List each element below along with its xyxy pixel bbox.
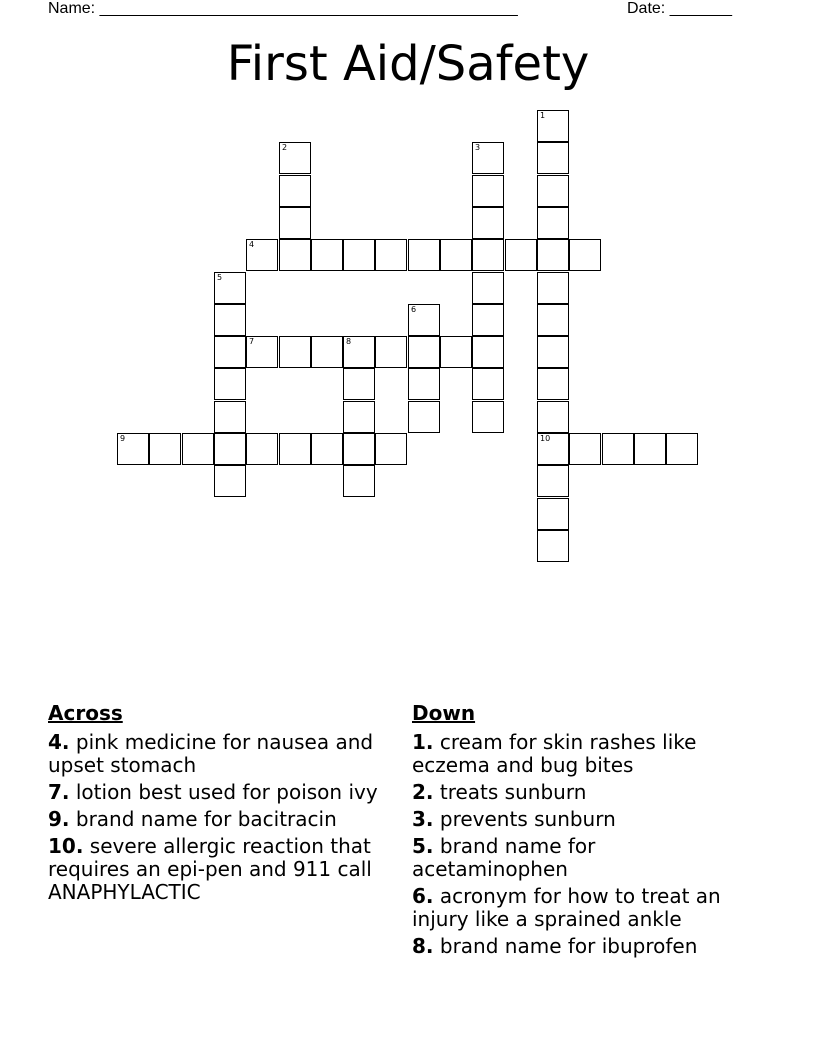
grid-cell[interactable] bbox=[343, 401, 375, 433]
grid-cell[interactable] bbox=[537, 207, 569, 239]
grid-cell[interactable] bbox=[472, 272, 504, 304]
grid-cell[interactable] bbox=[343, 465, 375, 497]
grid-cell[interactable] bbox=[440, 239, 472, 271]
cell-number: 1 bbox=[540, 111, 546, 120]
grid-cell[interactable] bbox=[279, 433, 311, 465]
grid-cell[interactable] bbox=[472, 142, 504, 174]
page-title: First Aid/Safety bbox=[226, 36, 590, 92]
grid-cell[interactable] bbox=[408, 336, 440, 368]
clue-text: acronym for how to treat an injury like a sprained ankle bbox=[412, 884, 721, 931]
grid-cell[interactable] bbox=[311, 433, 343, 465]
cell-number: 8 bbox=[346, 337, 352, 346]
grid-cell[interactable] bbox=[311, 239, 343, 271]
grid-cell[interactable] bbox=[149, 433, 181, 465]
across-clue bbox=[48, 731, 393, 777]
grid-cell[interactable] bbox=[279, 142, 311, 174]
cell-number: 7 bbox=[249, 337, 255, 346]
grid-cell[interactable] bbox=[537, 304, 569, 336]
grid-cell[interactable] bbox=[214, 272, 246, 304]
grid-cell[interactable] bbox=[246, 433, 278, 465]
down-clue bbox=[412, 835, 757, 881]
grid-cell[interactable] bbox=[343, 336, 375, 368]
clue-text: brand name for acetaminophen bbox=[412, 834, 596, 881]
grid-cell[interactable] bbox=[472, 239, 504, 271]
clue-text: lotion best used for poison ivy bbox=[75, 780, 378, 804]
across-clues bbox=[48, 702, 393, 908]
grid-cell[interactable] bbox=[537, 433, 569, 465]
grid-cell[interactable] bbox=[408, 401, 440, 433]
down-clue bbox=[412, 935, 757, 958]
across-clue bbox=[48, 781, 393, 804]
grid-cell[interactable] bbox=[505, 239, 537, 271]
grid-cell[interactable] bbox=[569, 239, 601, 271]
grid-cell[interactable] bbox=[537, 142, 569, 174]
grid-cell[interactable] bbox=[182, 433, 214, 465]
grid-cell[interactable] bbox=[666, 433, 698, 465]
clue-number: 9. bbox=[48, 807, 70, 831]
grid-cell[interactable] bbox=[472, 207, 504, 239]
down-clue bbox=[412, 781, 757, 804]
down-heading: Down bbox=[412, 701, 476, 725]
across-clue bbox=[48, 808, 393, 831]
grid-cell[interactable] bbox=[537, 368, 569, 400]
grid-cell[interactable] bbox=[246, 336, 278, 368]
grid-cell[interactable] bbox=[279, 239, 311, 271]
clue-number: 3. bbox=[412, 807, 434, 831]
grid-cell[interactable] bbox=[279, 207, 311, 239]
grid-cell[interactable] bbox=[214, 336, 246, 368]
grid-cell[interactable] bbox=[311, 336, 343, 368]
clue-text: brand name for bacitracin bbox=[75, 807, 337, 831]
grid-cell[interactable] bbox=[537, 465, 569, 497]
clue-number: 5. bbox=[412, 834, 434, 858]
grid-cell[interactable] bbox=[246, 239, 278, 271]
clue-text: pink medicine for nausea and upset stomach bbox=[48, 730, 374, 777]
grid-cell[interactable] bbox=[214, 401, 246, 433]
grid-cell[interactable] bbox=[634, 433, 666, 465]
grid-cell[interactable] bbox=[214, 433, 246, 465]
cell-number: 6 bbox=[411, 305, 417, 314]
down-clue bbox=[412, 885, 757, 931]
grid-cell[interactable] bbox=[408, 239, 440, 271]
clue-number: 4. bbox=[48, 730, 70, 754]
grid-cell[interactable] bbox=[408, 304, 440, 336]
grid-cell[interactable] bbox=[537, 110, 569, 142]
grid-cell[interactable] bbox=[472, 336, 504, 368]
grid-cell[interactable] bbox=[537, 239, 569, 271]
grid-cell[interactable] bbox=[602, 433, 634, 465]
clue-number: 2. bbox=[412, 780, 434, 804]
grid-cell[interactable] bbox=[343, 433, 375, 465]
grid-cell[interactable] bbox=[375, 239, 407, 271]
grid-cell[interactable] bbox=[569, 433, 601, 465]
cell-number: 4 bbox=[249, 240, 255, 249]
grid-cell[interactable] bbox=[537, 530, 569, 562]
down-clue bbox=[412, 731, 757, 777]
grid-cell[interactable] bbox=[472, 401, 504, 433]
clue-number: 7. bbox=[48, 780, 70, 804]
clue-number: 6. bbox=[412, 884, 434, 908]
grid-cell[interactable] bbox=[472, 304, 504, 336]
grid-cell[interactable] bbox=[375, 336, 407, 368]
clue-number: 1. bbox=[412, 730, 434, 754]
cell-number: 2 bbox=[282, 143, 288, 152]
clue-text: severe allergic reaction that requires an epi-pen and 911 call ANAPHYLACTIC bbox=[48, 834, 372, 904]
grid-cell[interactable] bbox=[537, 272, 569, 304]
clue-text: treats sunburn bbox=[439, 780, 587, 804]
grid-cell[interactable] bbox=[279, 336, 311, 368]
grid-cell[interactable] bbox=[537, 336, 569, 368]
across-heading: Across bbox=[48, 701, 123, 725]
grid-cell[interactable] bbox=[279, 175, 311, 207]
down-clues bbox=[412, 702, 757, 962]
clue-text: brand name for ibuprofen bbox=[439, 934, 698, 958]
grid-cell[interactable] bbox=[343, 239, 375, 271]
across-clue bbox=[48, 835, 393, 904]
grid-cell[interactable] bbox=[214, 465, 246, 497]
grid-cell[interactable] bbox=[440, 336, 472, 368]
grid-cell[interactable] bbox=[537, 401, 569, 433]
grid-cell[interactable] bbox=[343, 368, 375, 400]
clue-number: 10. bbox=[48, 834, 84, 858]
clue-text: prevents sunburn bbox=[439, 807, 616, 831]
grid-cell[interactable] bbox=[472, 368, 504, 400]
clue-text: cream for skin rashes like eczema and bug bites bbox=[412, 730, 697, 777]
cell-number: 9 bbox=[120, 434, 126, 443]
grid-cell[interactable] bbox=[472, 175, 504, 207]
date-field-line[interactable]: Date: _______ bbox=[627, 0, 732, 17]
down-clue bbox=[412, 808, 757, 831]
grid-cell[interactable] bbox=[214, 304, 246, 336]
grid-cell[interactable] bbox=[375, 433, 407, 465]
cell-number: 3 bbox=[475, 143, 481, 152]
grid-cell[interactable] bbox=[537, 498, 569, 530]
clue-number: 8. bbox=[412, 934, 434, 958]
cell-number: 10 bbox=[540, 434, 551, 443]
grid-cell[interactable] bbox=[214, 368, 246, 400]
cell-number: 5 bbox=[217, 273, 223, 282]
grid-cell[interactable] bbox=[117, 433, 149, 465]
grid-cell[interactable] bbox=[537, 175, 569, 207]
name-field-line[interactable]: Name: _______________________________________________ bbox=[48, 0, 518, 17]
grid-cell[interactable] bbox=[408, 368, 440, 400]
